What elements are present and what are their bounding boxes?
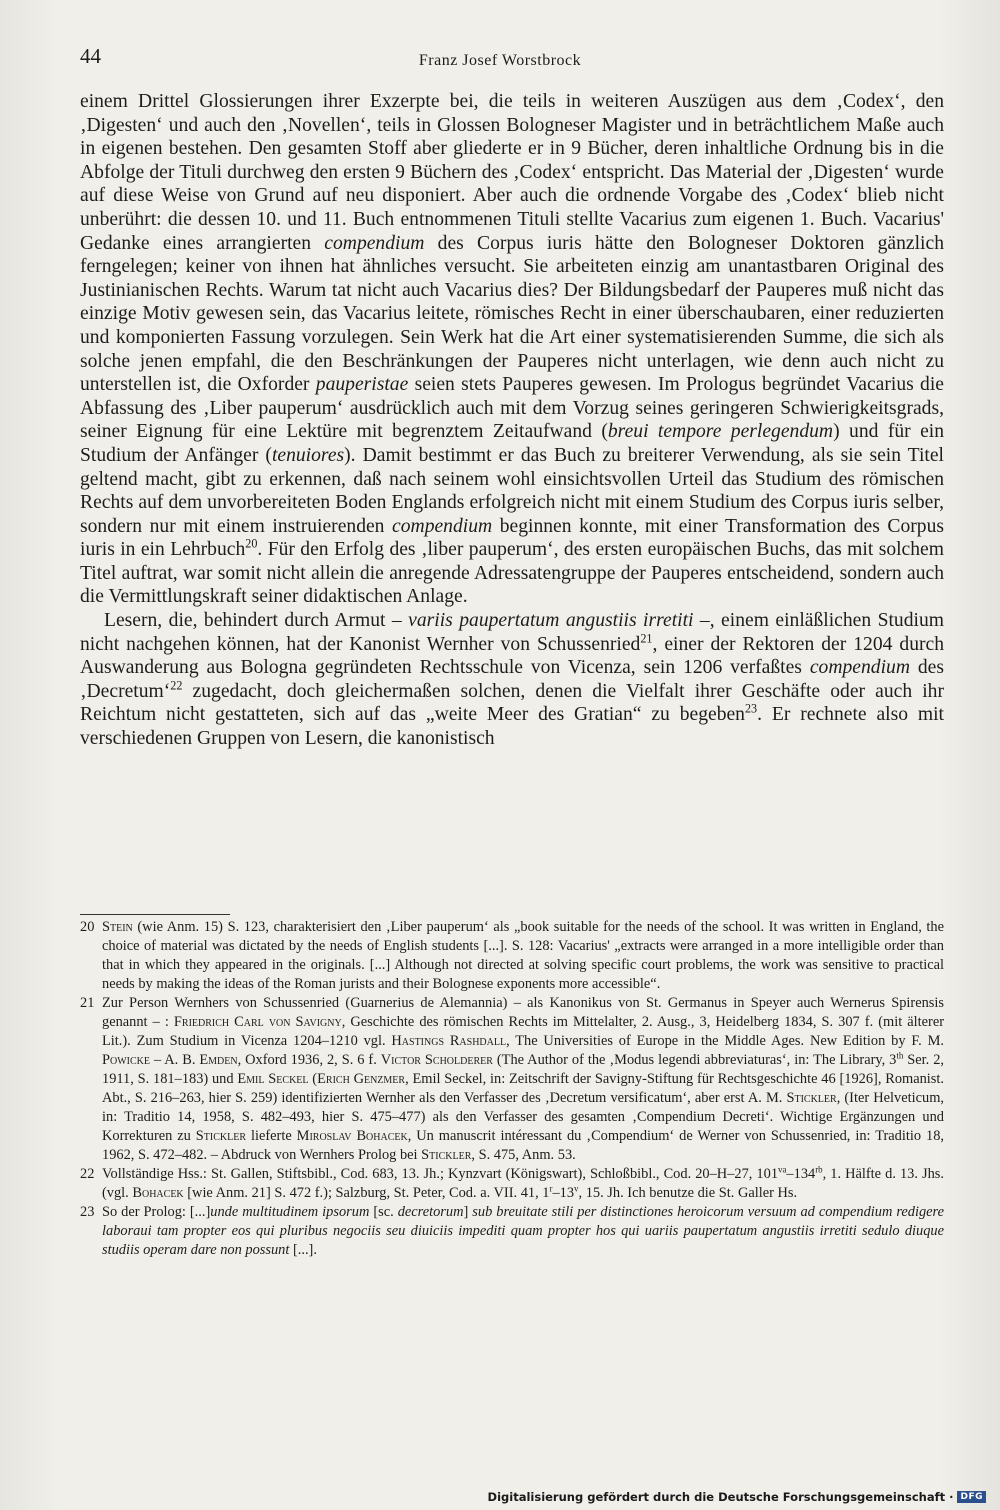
footnote-21 <box>80 994 944 1165</box>
footnote-22 <box>80 1165 944 1203</box>
paragraph-1: einem Drittel Glossierungen ihrer Exzerpte bei, die teils in weiteren Auszügen aus dem ‚Codex‘, den ‚Digesten‘ und auch den ‚Novellen‘, teils in Glossen Bologneser Magister und in beträchtlichem Maße auch in eigenen bestehen. Den gesamten Stoff aber gliederte er in 9 Bücher, deren inhaltliche Ordnung bis in die Abfolge der Tituli durchweg den ersten 9 Büchern des ‚Codex‘ entspricht. Das Material der ‚Digesten‘ wurde auf diese Weise von Grund auf neu disponiert. Aber auch die ordnende Vorgabe des ‚Codex‘ blieb nicht unberührt: die dessen 10. und 11. Buch entnommenen Tituli stellte Vacarius zum eigenen 1. Buch. Vacarius' Gedanke eines arrangierten compendium des Corpus iuris hätte den Bologneser Doktoren gänzlich ferngelegen; keiner von ihnen hat ähnliches versucht. Sie arbeiteten einzig am unantastbaren Original des Justinianischen Rechts. Warum tat nicht auch Vacarius dies? Der Bildungsbedarf der Pauperes muß nicht das einzige Motiv gewesen sein, das Vacarius leitete, römisches Recht in einer überschaubaren, einer reduzierten und komponierten Fassung vorzulegen. Sein Werk hat die Art einer systematisierenden Summe, die sich als solche jenen empfahl, die den Beschränkungen der Pauperes nicht unterlagen, wie denn auch nicht zu unterstellen ist, die Oxforder pauperistae seien stets Pauperes gewesen. Im Prologus begründet Vacarius die Abfassung des ‚Liber pauperum‘ ausdrücklich auch mit dem Vorzug seines geringeren Schwierigkeitsgrads, seiner Eignung für eine Lektüre mit begrenztem Zeitaufwand (breui tempore perlegendum) und für ein Studium der Anfänger (tenuiores). Damit bestimmt er das Buch zu breiterer Verwendung, als sie sein Titel geltend macht, gibt zu erkennen, daß nach seinem wohl einsichtsvollen Urteil das Studium des römischen Rechts auf dem unvorbereiteten Boden Englands erfolgreich nicht mit einem Studium des Corpus iuris selber, sondern nur mit einem instruierenden compendium beginnen konnte, mit einer Transformation des Corpus iuris in ein Lehrbuch$^{20}$. Für den Erfolg des ‚liber pauperum‘, des ersten europäischen Buchs, das mit solchem Titel auftrat, war somit nicht allein die anregende Adressatengruppe der Pauperes entscheidend, sondern auch die Vermittlungskraft seiner didaktischen Anlage. <box>80 91 945 608</box>
footnote-number: 23 <box>80 1204 95 1220</box>
footnote-number: 20 <box>80 919 95 935</box>
main-text <box>80 90 944 751</box>
credit-text: Digitalisierung gefördert durch die Deutsche Forschungsgemeinschaft · <box>487 1490 954 1504</box>
footnote-ref-21[interactable]: 21 <box>640 631 653 646</box>
footnote-ref-20[interactable]: 20 <box>245 537 258 551</box>
footnote-23 <box>80 1203 944 1260</box>
page-number: 44 <box>80 44 101 68</box>
footnote-text: Vollständige Hss.: St. Gallen, Stiftsbibl., Cod. 683, 13. Jh.; Kynzvart (Königswart), Schloßbibl., Cod. 20–H–27, $101^{va}-134^{rb}$, 1. Hälfte d. 13. Jhs. (vgl. Bohacek [wie Anm. 21] S. 472 f.); Salzburg, St. Peter, Cod. a. VII. 41, 1$^r$–13$^v$, 15. Jh. Ich benutze die St. Galler Hs. <box>102 1164 944 1201</box>
footnote-20 <box>80 918 944 994</box>
footnote-text: Zur Person Wernhers von Schussenried (Guarnerius de Alemannia) – als Kanonikus von St. Germanus in Speyer auch Wernerus Spirensis genannt – : Friedrich Carl von Savigny, Geschichte des römischen Rechts im Mittelalter, 2. Ausg., 3, Heidelberg 1834, S. 307 f. (mit älterer Lit.). Zum Studium in Vicenza 1204–1210 vgl. Hastings Rashdall, The Universities of Europe in the Middle Ages. New Edition by F. M. Powicke – A. B. Emden, Oxford 1936, 2, S. 6 f. Victor Scholderer (The Author of the ‚Modus legendi abbreviaturas‘, in: The Library, 3th Ser. 2, 1911, S. 181–183) und Emil Seckel (Erich Genzmer, Emil Seckel, in: Zeitschrift der Savigny-Stiftung für Rechtsgeschichte 46 [1926], Romanist. Abt., S. 216–263, hier S. 259) identifizierten Wernher als den Verfasser des ‚Decretum versificatum‘, aber erst A. M. Stickler, (Iter Helveticum, in: Traditio 14, 1958, S. 482–493, hier S. 475–477) als den Verfasser des gesamten ‚Compendium Decreti‘. Wichtige Ergänzungen und Korrekturen zu Stickler lieferte Miroslav Bohacek, Un manuscrit intéressant du ‚Compendium‘ de Werner von Schussenried, in: Traditio 18, 1962, S. 472–482. – Abdruck von Wernhers Prolog bei Stickler, S. 475, Anm. 53. <box>102 995 944 1163</box>
footnote-divider <box>80 914 230 915</box>
running-head: Franz Josef Worstbrock <box>418 52 582 69</box>
footnote-number: 21 <box>80 995 95 1011</box>
dfg-logo: DFG <box>957 1491 986 1503</box>
paragraph-2: Lesern, die, behindert durch Armut – variis paupertatum angustiis irretiti –, einem einläßlichen Studium nicht nachgehen können, hat der Kanonist Wernher von Schussenried$^{21}$, einer der Rektoren der 1204 durch Auswanderung aus Bologna gegründeten Rechtsschule von Vicenza, sein 1206 verfaßtes compendium des ‚Decretum‘$^{22}$ zugedacht, doch gleichermaßen solchen, denen die Vielfalt ihrer Geschäfte oder auch ihr Reichtum nicht gestatteten, sich auf das „weite Meer des Gratian“ zu begeben$^{23}$. Er rechnete also mit verschiedenen Gruppen von Lesern, die kanonistisch <box>80 610 945 750</box>
footnote-ref-22[interactable]: 22 <box>170 678 183 693</box>
footnote-text: So der Prolog: [...]unde multitudinem ipsorum [sc. decretorum] sub breuitate stili per distinctiones heroicorum versuum ad compendium redigere laboraui tam propter eos qui pluribus negociis seu diuiciis impediti quam propter hos qui uariis paupertatum angustiis irretiti sedulo diuque studiis operam dare non possunt [...]. <box>102 1204 945 1258</box>
footnotes <box>80 918 944 1260</box>
footnote-text: Stein (wie Anm. 15) S. 123, charakterisiert den ‚Liber pauperum‘ als „book suitable for the needs of the school. It was written in England, the choice of material was dictated by the needs of English students [...]. S. 128: Vacarius' „extracts were arranged in a more intelligible order than that in which they appeared in the originals. [...] Although not directed at solving specific court problems, the work was sensitive to practical needs by making the ideas of the Roman jurists and their Bolognese exponents more accessible“. <box>102 919 944 992</box>
digitization-credit <box>488 1490 986 1504</box>
footnote-ref-23[interactable]: 23 <box>744 702 758 717</box>
footnote-number: 22 <box>80 1166 95 1182</box>
